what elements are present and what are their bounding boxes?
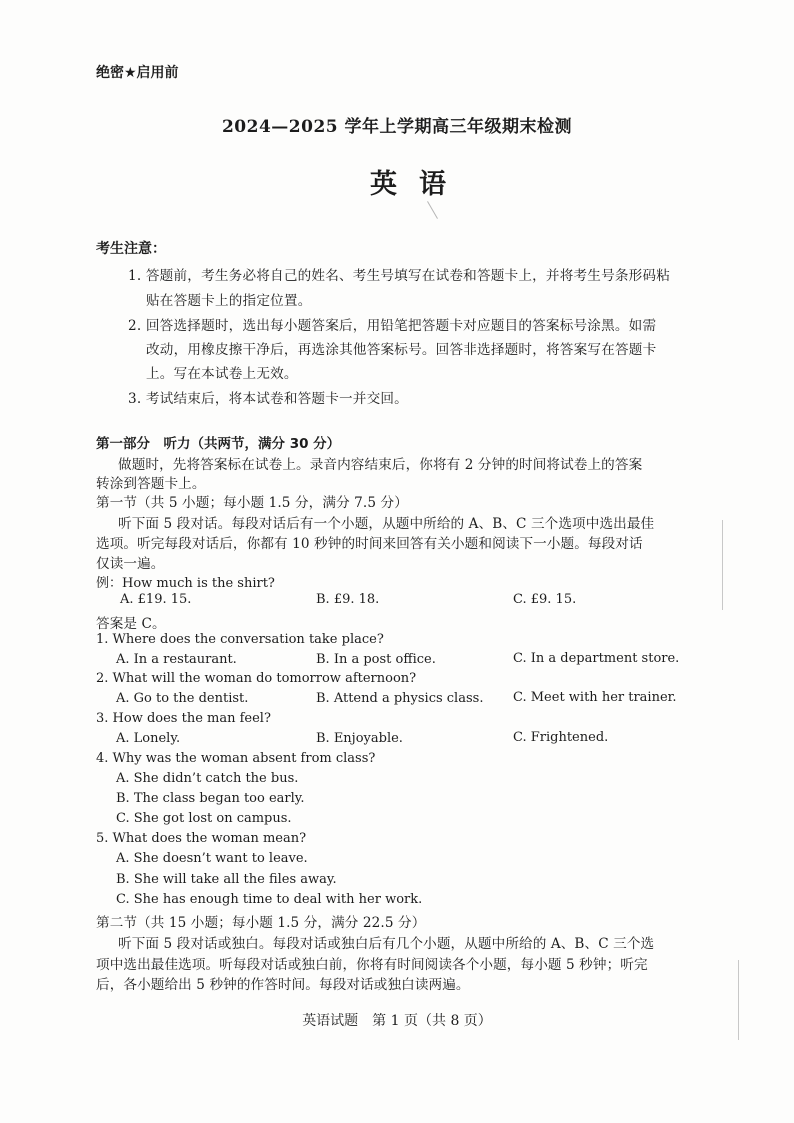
question-3: 3. How does the man feel? xyxy=(96,711,271,726)
scan-artifact-line xyxy=(427,201,438,219)
question-2-option-a: A. Go to the dentist. xyxy=(116,691,249,706)
section2-heading: 第二节（共 15 小题；每小题 1.5 分，满分 22.5 分） xyxy=(96,915,426,931)
part1-intro-line-1: 做题时，先将答案标在试卷上。录音内容结束后，你将有 2 分钟的时间将试卷上的答案 xyxy=(118,457,643,473)
question-5-option-a: A. She doesn’t want to leave. xyxy=(116,851,308,866)
exam-title: 2024—2025 学年上学期高三年级期末检测 xyxy=(221,117,573,137)
question-4-option-c: C. She got lost on campus. xyxy=(116,811,292,826)
notice-heading: 考生注意： xyxy=(96,241,166,257)
example-question: 例：How much is the shirt? xyxy=(96,576,275,591)
notice-line-1: 1. 答题前，考生务必将自己的姓名、考生号填写在试卷和答题卡上，并将考生号条形码粘 xyxy=(128,268,671,284)
question-3-option-a: A. Lonely. xyxy=(116,731,181,746)
part1-intro-line-2: 转涂到答题卡上。 xyxy=(96,476,206,492)
question-1-option-a: A. In a restaurant. xyxy=(116,652,237,667)
example-answer: 答案是 C。 xyxy=(96,616,166,632)
question-4-option-b: B. The class began too early. xyxy=(116,791,305,806)
example-option-c: C. £9. 15. xyxy=(513,592,577,607)
question-2-option-c: C. Meet with her trainer. xyxy=(513,690,677,705)
notice-line-5: 上。写在本试卷上无效。 xyxy=(146,366,298,382)
question-1-option-c: C. In a department store. xyxy=(513,651,680,666)
section1-heading: 第一节（共 5 小题；每小题 1.5 分，满分 7.5 分） xyxy=(96,495,408,511)
question-2-option-b: B. Attend a physics class. xyxy=(316,691,484,706)
section1-intro-line-2: 选项。听完每段对话后，你都有 10 秒钟的时间来回答有关小题和阅读下一小题。每段对话 xyxy=(96,536,643,552)
section1-intro-line-1: 听下面 5 段对话。每段对话后有一个小题，从题中所给的 A、B、C 三个选项中选出最佳 xyxy=(118,516,655,532)
question-1: 1. Where does the conversation take place? xyxy=(96,632,384,647)
example-option-a: A. £19. 15. xyxy=(120,592,192,607)
question-4-option-a: A. She didn’t catch the bus. xyxy=(116,771,299,786)
question-4: 4. Why was the woman absent from class? xyxy=(96,751,376,766)
scan-artifact-edge xyxy=(722,520,723,610)
section2-intro-line-3: 后，各小题给出 5 秒钟的作答时间。每段对话或独白读两遍。 xyxy=(96,977,470,993)
subject-title: 英语 xyxy=(370,169,468,200)
question-3-option-b: B. Enjoyable. xyxy=(316,731,403,746)
notice-line-3: 2. 回答选择题时，选出每小题答案后，用铅笔把答题卡对应题目的答案标号涂黑。如需 xyxy=(128,318,657,334)
confidential-label: 绝密★启用前 xyxy=(96,65,179,81)
question-1-option-b: B. In a post office. xyxy=(316,652,436,667)
part1-heading: 第一部分 听力（共两节，满分 30 分） xyxy=(96,436,341,452)
question-3-option-c: C. Frightened. xyxy=(513,730,609,745)
section2-intro-line-2: 项中选出最佳选项。听每段对话或独白前，你将有时间阅读各个小题，每小题 5 秒钟；听完 xyxy=(96,957,648,973)
question-5-option-b: B. She will take all the files away. xyxy=(116,872,337,887)
question-2: 2. What will the woman do tomorrow afternoon? xyxy=(96,671,417,686)
section2-intro-line-1: 听下面 5 段对话或独白。每段对话或独白后有几个小题，从题中所给的 A、B、C 三个选 xyxy=(118,936,655,952)
notice-line-4: 改动，用橡皮擦干净后，再选涂其他答案标号。回答非选择题时，将答案写在答题卡 xyxy=(146,342,657,358)
question-5: 5. What does the woman mean? xyxy=(96,831,307,846)
page-footer: 英语试题 第 1 页（共 8 页） xyxy=(302,1013,492,1029)
example-option-b: B. £9. 18. xyxy=(316,592,380,607)
section1-intro-line-3: 仅读一遍。 xyxy=(96,556,165,572)
question-5-option-c: C. She has enough time to deal with her work. xyxy=(116,892,423,907)
notice-line-6: 3. 考试结束后，将本试卷和答题卡一并交回。 xyxy=(128,391,408,407)
notice-line-2: 贴在答题卡上的指定位置。 xyxy=(146,293,312,309)
